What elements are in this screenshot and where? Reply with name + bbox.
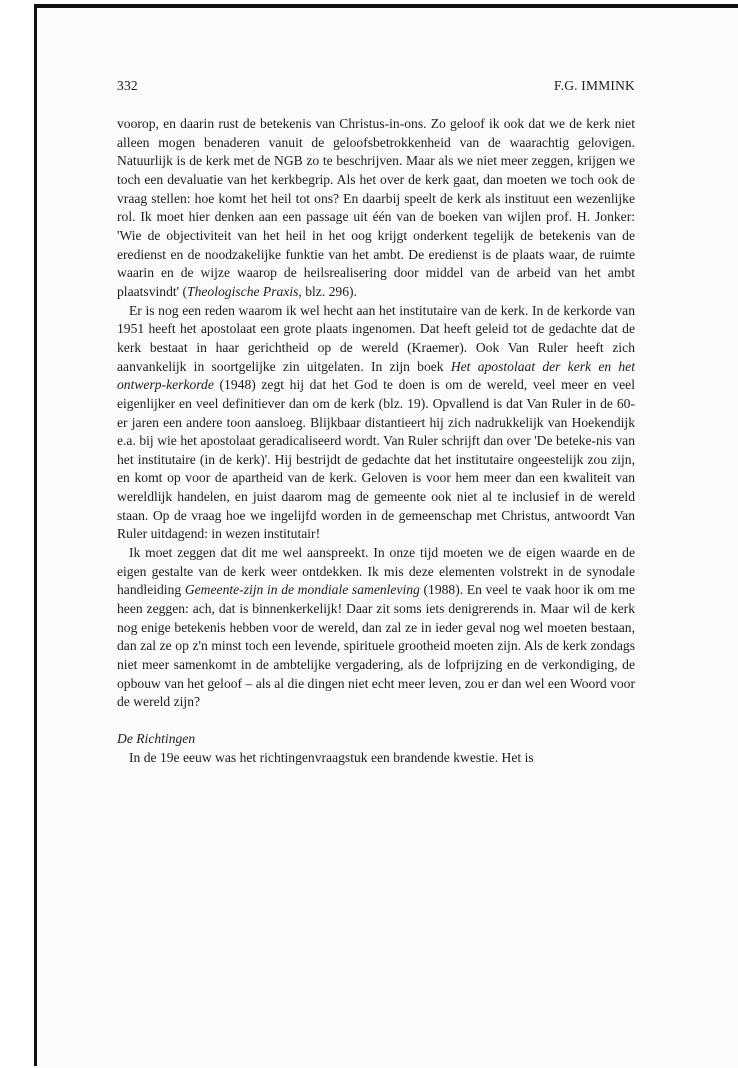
italic-text: Het apostolaat der kerk en het ontwerp-kerkorde (117, 358, 635, 393)
page-number: 332 (117, 78, 138, 93)
running-header (117, 78, 635, 98)
text-segment: Er is nog een reden waarom ik wel hecht aan het institutaire van de kerk. In de kerkorde van 1951 heeft het apostolaat een grote plaats ingenomen. Dat heeft geleid tot de gedachte dat de kerk bestaat in haar gerichtheid op de wereld (Kraemer). Ook Van Ruler heeft zich aanvankelijk in soortgelijke zin uitgelaten. In zijn boek (117, 302, 635, 374)
text-segment: (1948) zegt hij dat het God te doen is om de wereld, veel meer en veel eigenlijker en veel definitiever dan om de kerk (blz. 19). Opvallend is dat Van Ruler in de 60-er jaren een andere toon aansloeg. Blijkbaar distantieert hij zich nadrukkelijk van Hoekendijk e.a. bij wie het apostolaat geradicaliseerd wordt. Van Ruler schrijft dan over 'De beteke-nis van het institutaire (in de kerk)'. Hij bestrijdt de gedachte dat het institutaire ongeestelijk zou zijn, en komt op voor de apartheid van de kerk. Geloven is voor hem meer dan een kwaliteit van wereldlijk handelen, en juist daarom mag de gemeente ook niet al te inclusief in de wereld staan. Op de vraag hoe we ingelijfd worden in de gemeenschap met Christus, antwoordt Van Ruler uitdagend: in wezen institutair! (117, 377, 635, 542)
text-segment: (1988). En veel te vaak hoor ik om me heen zeggen: ach, dat is binnenkerkelijk! Daar zit soms iets denigrerends in. Maar wil de kerk nog enige betekenis hebben voor de wereld, dan zal ze in ieder geval nog wel moeten bestaan, dan zal ze op z'n minst toch een levende, spirituele grootheid moeten zijn. Als de kerk zondags niet meer samenkomt in de ambtelijke vergadering, als de lofprijzing en de verkondiging, de opbouw van het geloof – als al die dingen niet echt meer leven, zou er dan wel een Woord voor de wereld zijn? (117, 582, 635, 710)
section-heading (117, 730, 635, 749)
text-segment: Ik moet zeggen dat dit me wel aanspreekt. In onze tijd moeten we de eigen waarde en de eigen gestalte van de kerk weer ontdekken. Ik mis deze elementen volstrekt in de synodale handleiding (117, 545, 635, 598)
italic-text: De Richtingen (117, 731, 196, 746)
italic-text: Gemeente-zijn in de mondiale samenleving (184, 582, 420, 598)
running-head-author: F.G. IMMINK (554, 78, 635, 93)
italic-text: Theologische Praxis (187, 283, 299, 299)
text-segment: In de 19e eeuw was het richtingenvraagstuk een brandende kwestie. Het is (129, 749, 534, 765)
article-body (117, 115, 635, 767)
paragraph (117, 749, 635, 768)
page-frame-left (34, 4, 37, 1066)
paragraph (117, 115, 635, 302)
text-segment: voorop, en daarin rust de betekenis van Christus-in-ons. Zo geloof ik ook dat we de kerk niet alleen mogen benaderen vanuit de geloofsbetrokkenheid van de waarachtig gelovigen. Natuurlijk is de kerk met de NGB zo te beschrijven. Maar als we niet meer zeggen, krijgen we toch een devaluatie van het kerkbegrip. Als het over de kerk gaat, dan moeten we toch ook de vraag stellen: hoe komt het heil tot ons? En daarbij speelt de kerk als instituut een wezenlijke rol. Ik moet hier denken aan een passage uit één van de boeken van wijlen prof. H. Jonker: 'Wie de objectiviteit van het heil in het oog krijgt onderkent tegelijk de betekenis van de eredienst en de noodzakelijke funktie van het ambt. De eredienst is de plaats waar, de ruimte waarin en de wijze waarop de heilsrealisering door middel van de arbeid van het ambt plaatsvindt' ( (117, 116, 635, 299)
text-segment: , blz. 296). (298, 283, 357, 299)
paragraph (117, 302, 635, 545)
paragraph (117, 544, 635, 712)
